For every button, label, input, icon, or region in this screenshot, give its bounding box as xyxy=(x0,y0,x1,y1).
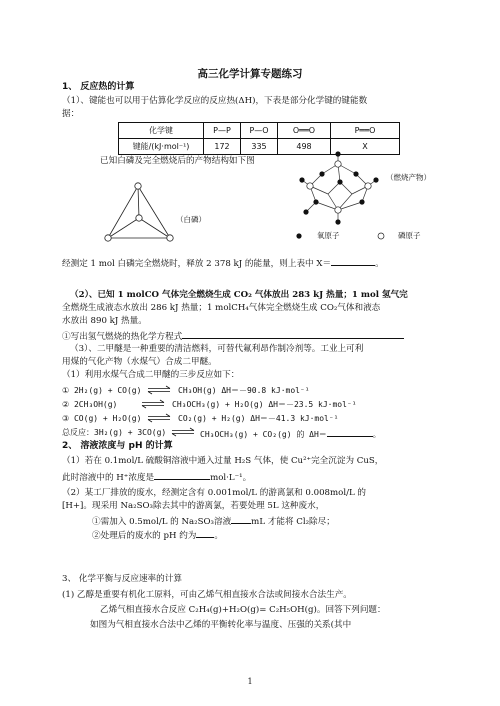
table-header-cell: P—P xyxy=(204,123,241,139)
table-header-cell: 化学键 xyxy=(119,123,204,139)
total-reaction-text: CH₃OCH₃(g) + CO₂(g) 的 ΔH＝ xyxy=(200,430,327,439)
question-1-text xyxy=(62,256,384,270)
question-1-prompt: 经测定 1 mol 白磷完全燃烧时，释放 2 378 kJ 的能量，则上表中 X＝ xyxy=(62,259,332,269)
table-header-cell: P══O xyxy=(331,123,400,139)
section-2-heading: 2、 溶液浓度与 pH 的计算 xyxy=(62,441,173,451)
table-cell: 172 xyxy=(204,139,241,155)
s2-q1-line-2 xyxy=(62,470,251,484)
s2-q2-line-1: （2）某工厂排放的废水，经测定含有 0.001mol/L 的游离氯和 0.008mol/L 的 xyxy=(62,488,367,498)
phosphorus-atom-legend-icon xyxy=(376,231,386,241)
q2-line-1 xyxy=(70,290,408,301)
q2-line-3: 水放出 890 kJ 热量。 xyxy=(62,316,147,326)
q3-line-3: （1）利用水煤气合成二甲醚的三步反应如下： xyxy=(62,370,240,380)
q3-line-2: 用煤的气化产物（水煤气）合成二甲醚。 xyxy=(62,357,217,367)
white-phosphorus-label: （白磷） xyxy=(176,215,206,224)
total-reaction-products xyxy=(200,427,381,440)
answer-blank xyxy=(182,329,404,339)
reaction-2-reactants: ② 2CH₃OH(g) xyxy=(62,400,118,409)
answer-blank xyxy=(196,528,214,538)
q2-line-4 xyxy=(62,329,404,343)
reaction-2-products: CH₃OCH₃(g) + H₂O(g) ΔH＝－23.5 kJ·mol⁻¹ xyxy=(172,400,357,409)
table-header-row xyxy=(119,123,400,139)
s2-q2-part-a xyxy=(92,514,335,528)
section-1-heading: 1、 反应热的计算 xyxy=(62,82,135,92)
reaction-1-products: CH₃OH(g) ΔH＝－90.8 kJ·mol⁻¹ xyxy=(178,386,310,395)
answer-blank xyxy=(331,256,375,266)
white-phosphorus-structure xyxy=(100,180,180,250)
question-1-end: 。 xyxy=(375,259,384,269)
page-number: 1 xyxy=(247,677,253,686)
legend-phosphorus-label: 磷原子 xyxy=(398,231,421,240)
s3-line-2: 乙烯气相直接水合反应 C₂H₄(g)+H₂O(g)= C₂H₅OH(g)。回答下列问题： xyxy=(100,605,386,615)
reaction-3-reactants: ③ CO(g) + H₂O(g) xyxy=(62,414,142,423)
s1-intro-line-1: （1）、键能也可以用于估算化学反应的反应热(ΔH)，下表是部分化学键的键能数 xyxy=(62,96,368,106)
equilibrium-arrow-icon xyxy=(146,385,172,395)
legend-oxygen-label: 氧原子 xyxy=(317,231,340,240)
s2-q2-line-2: [H+]。现采用 Na₂SO₃除去其中的游离氯，若要处理 5L 这种废水， xyxy=(62,501,325,511)
q3-line-1: （3）、二甲醚是一种重要的清洁燃料，可替代氟利昂作制冷剂等。工业上可利 xyxy=(70,344,364,354)
s1-intro-line-2: 据： xyxy=(62,109,80,119)
s2-q2-part-a-prompt: ①需加入 0.5mol/L 的 Na₂SO₃溶液 xyxy=(92,517,232,527)
combustion-product-label: （燃烧产物） xyxy=(386,173,431,182)
page-title: 高三化学计算专题练习 xyxy=(197,68,303,80)
q2-prompt: ①写出氢气燃烧的热化学方程式 xyxy=(62,332,183,342)
equilibrium-arrow-icon xyxy=(146,413,172,423)
reaction-1-reactants: ① 2H₂(g) + CO(g) xyxy=(62,386,142,395)
s2-q2-part-b-end: 。 xyxy=(214,531,224,541)
s2-q2-part-a-end: mL 才能将 Cl₂除尽； xyxy=(251,517,335,527)
answer-blank xyxy=(327,427,373,437)
s3-line-3: 如图为气相直接水合法中乙烯的平衡转化率与温度、压强的关系(其中 xyxy=(90,620,352,630)
equilibrium-arrow-icon xyxy=(170,427,196,437)
q2-text: （2）、已知 1 molCO 气体完全燃烧生成 CO₂ 气体放出 283 kJ 热量；1 mol 氢气完 xyxy=(70,290,408,300)
total-reaction-reactants: 总反应：3H₂(g) + 3CO(g) xyxy=(62,428,167,437)
section-3-heading: 3、 化学平衡与反应速率的计算 xyxy=(62,574,182,584)
s3-line-1: (1) 乙醇是重要有机化工原料，可由乙烯气相直接水合法或间接水合法生产。 xyxy=(62,590,352,600)
s2-q2-part-b xyxy=(92,528,223,542)
reaction-3-products: CO₂(g) + H₂(g) ΔH＝－41.3 kJ·mol⁻¹ xyxy=(178,414,339,423)
table-cell: X xyxy=(331,139,400,155)
total-reaction-end: 。 xyxy=(372,430,381,439)
answer-blank xyxy=(154,470,210,480)
table-cell: 498 xyxy=(278,139,331,155)
q2-line-2: 全燃烧生成液态水放出 286 kJ 热量；1 molCH₄气体完全燃烧生成 CO₂气体和液态 xyxy=(62,303,381,313)
s2-q1-prompt: 此时溶液中的 H⁺浓度是 xyxy=(62,473,155,483)
s2-q1-line-1: （1）若在 0.1mol/L 硫酸铜溶液中通入过量 H₂S 气体，使 Cu²⁺完全沉淀为 CuS， xyxy=(62,456,384,466)
equilibrium-arrow-icon xyxy=(140,399,166,409)
answer-blank xyxy=(231,514,251,524)
table-header-cell: P—O xyxy=(241,123,278,139)
oxygen-atom-legend-icon xyxy=(294,231,304,241)
figure-caption: 已知白磷及完全燃烧后的产物结构如下图 xyxy=(100,156,255,166)
combustion-product-structure xyxy=(290,150,390,230)
table-row-label: 键能/(kJ·mol⁻¹) xyxy=(119,139,204,155)
s2-q2-part-b-prompt: ②处理后的废水的 pH 约为 xyxy=(92,531,197,541)
reaction-1 xyxy=(62,385,141,396)
s2-q1-unit: mol·L⁻¹。 xyxy=(210,473,252,483)
table-header-cell: O══O xyxy=(278,123,331,139)
table-cell: 335 xyxy=(241,139,278,155)
